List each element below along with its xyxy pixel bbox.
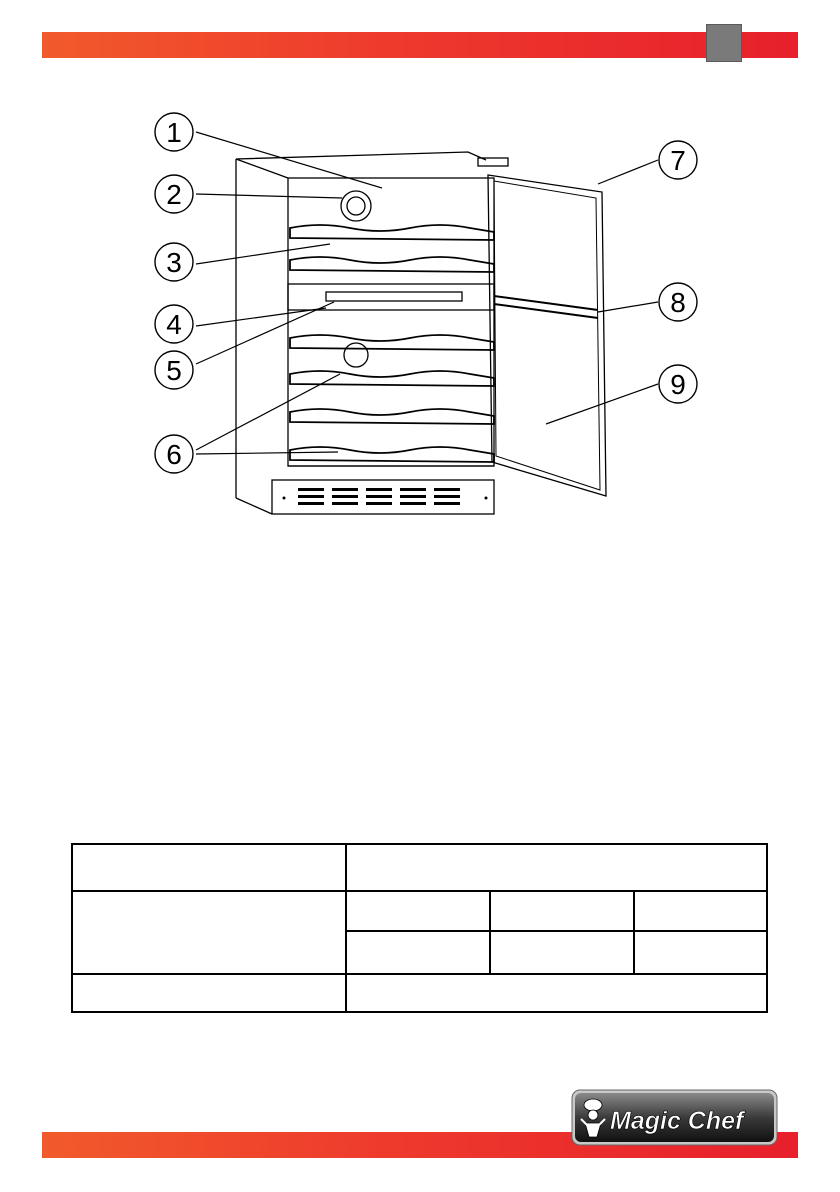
header-accent-bar xyxy=(42,32,798,58)
table-row xyxy=(72,974,767,1012)
callout-8: 8 xyxy=(670,287,686,318)
page-number-tab xyxy=(706,24,742,62)
table-cell xyxy=(490,931,634,974)
table-cell xyxy=(72,974,346,1012)
table-row xyxy=(72,891,767,931)
table-cell xyxy=(346,891,490,931)
callout-7: 7 xyxy=(670,145,686,176)
spec-table xyxy=(71,843,768,1013)
callout-2: 2 xyxy=(166,179,182,210)
magic-chef-logo xyxy=(571,1089,778,1146)
table-cell xyxy=(346,931,490,974)
callout-3: 3 xyxy=(166,247,182,278)
wine-cooler-diagram xyxy=(150,112,722,516)
callout-1: 1 xyxy=(166,117,182,148)
table-cell xyxy=(490,891,634,931)
callout-4: 4 xyxy=(166,309,182,340)
table-row xyxy=(72,844,767,891)
table-cell xyxy=(346,974,767,1012)
table-cell xyxy=(346,844,767,891)
table-cell xyxy=(634,931,767,974)
table-cell xyxy=(72,891,346,974)
table-cell xyxy=(72,844,346,891)
callout-6: 6 xyxy=(166,439,182,470)
callout-5: 5 xyxy=(166,355,182,386)
table-cell xyxy=(634,891,767,931)
logo-text: Magic Chef xyxy=(610,1107,744,1135)
callout-9: 9 xyxy=(670,369,686,400)
